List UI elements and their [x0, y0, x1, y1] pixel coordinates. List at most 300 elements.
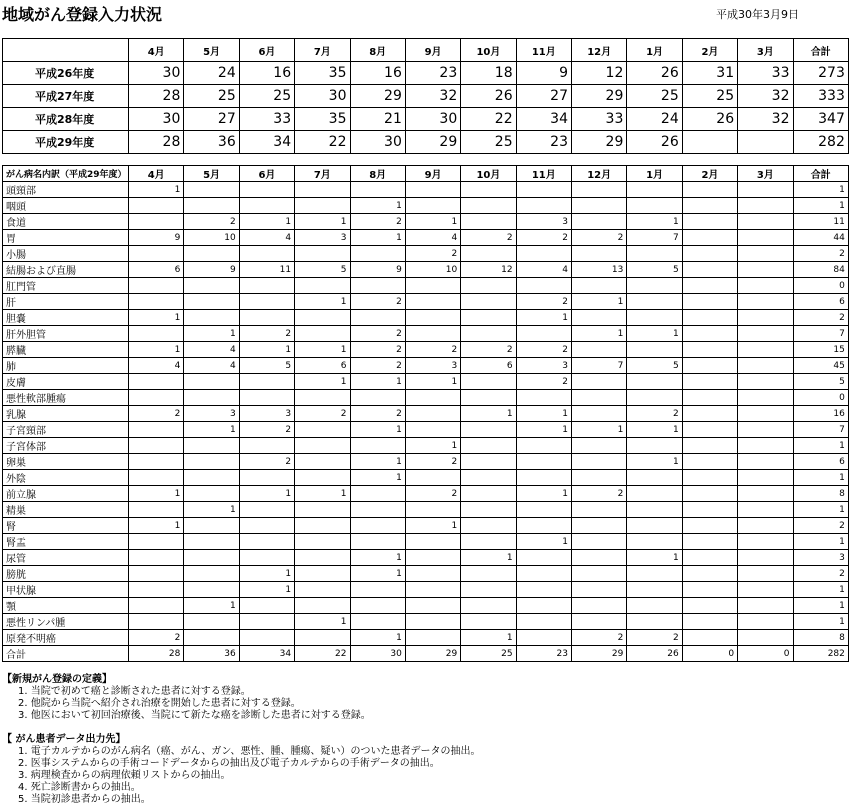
monthly-count: [129, 566, 184, 582]
monthly-count: [627, 470, 682, 486]
monthly-count: 30: [129, 108, 184, 131]
monthly-count: [572, 470, 627, 486]
monthly-count: 3: [239, 406, 294, 422]
cancer-type-label: 精巣: [3, 502, 129, 518]
monthly-count: [405, 198, 460, 214]
monthly-count: [350, 246, 405, 262]
monthly-count: 1: [461, 406, 516, 422]
monthly-count: [184, 614, 239, 630]
monthly-count: [627, 438, 682, 454]
monthly-count: 2: [461, 230, 516, 246]
cancer-type-label: 咽頭: [3, 198, 129, 214]
monthly-count: 6: [129, 262, 184, 278]
monthly-count: 28: [129, 646, 184, 662]
detail-header-row: [3, 166, 849, 182]
monthly-count: [572, 310, 627, 326]
monthly-count: 30: [350, 131, 405, 154]
monthly-count: [572, 390, 627, 406]
monthly-count: 1: [516, 422, 571, 438]
monthly-count: [572, 246, 627, 262]
yearly-summary-table: [2, 38, 849, 154]
monthly-count: [295, 582, 350, 598]
row-total: 6: [793, 294, 848, 310]
cancer-type-label: 乳腺: [3, 406, 129, 422]
monthly-count: 9: [129, 230, 184, 246]
monthly-count: [350, 614, 405, 630]
monthly-count: [129, 598, 184, 614]
monthly-count: 1: [350, 470, 405, 486]
monthly-count: [572, 342, 627, 358]
monthly-count: [295, 566, 350, 582]
monthly-count: 1: [184, 502, 239, 518]
monthly-count: [516, 246, 571, 262]
monthly-count: 2: [405, 246, 460, 262]
monthly-count: [461, 534, 516, 550]
monthly-count: 2: [350, 294, 405, 310]
monthly-count: 27: [184, 108, 239, 131]
monthly-count: 0: [738, 646, 793, 662]
monthly-count: [184, 182, 239, 198]
monthly-count: [516, 630, 571, 646]
monthly-count: [239, 278, 294, 294]
cancer-type-label: 腎: [3, 518, 129, 534]
monthly-count: [461, 614, 516, 630]
monthly-count: [184, 310, 239, 326]
monthly-count: [405, 598, 460, 614]
monthly-count: 1: [405, 214, 460, 230]
monthly-count: 2: [572, 230, 627, 246]
monthly-count: [682, 470, 737, 486]
monthly-count: [295, 182, 350, 198]
monthly-count: [461, 294, 516, 310]
monthly-count: [572, 438, 627, 454]
monthly-count: [461, 390, 516, 406]
monthly-count: [129, 374, 184, 390]
monthly-count: [239, 550, 294, 566]
monthly-count: 1: [239, 566, 294, 582]
notes-heading: 【新規がん登録の定義】: [2, 674, 112, 685]
row-total: 0: [793, 390, 848, 406]
monthly-count: 28: [129, 85, 184, 108]
monthly-count: [239, 598, 294, 614]
monthly-count: 5: [239, 358, 294, 374]
cancer-type-label: 結腸および直腸: [3, 262, 129, 278]
monthly-count: [738, 614, 793, 630]
monthly-count: [405, 550, 460, 566]
monthly-count: [295, 326, 350, 342]
monthly-count: [461, 374, 516, 390]
month-header: 7月: [295, 166, 350, 182]
month-header: 8月: [350, 166, 405, 182]
summary-row: [3, 131, 849, 154]
monthly-count: 2: [295, 406, 350, 422]
monthly-count: [184, 278, 239, 294]
monthly-count: [682, 534, 737, 550]
monthly-count: [350, 502, 405, 518]
month-header: 9月: [405, 166, 460, 182]
row-total: 6: [793, 454, 848, 470]
monthly-count: [516, 470, 571, 486]
month-header: 11月: [516, 39, 571, 62]
monthly-count: [350, 598, 405, 614]
cancer-type-label: 肝: [3, 294, 129, 310]
cancer-type-row: [3, 310, 849, 326]
monthly-count: [129, 454, 184, 470]
monthly-count: [738, 390, 793, 406]
monthly-count: [682, 422, 737, 438]
monthly-count: 1: [516, 534, 571, 550]
monthly-count: [461, 486, 516, 502]
monthly-count: [738, 454, 793, 470]
cancer-type-row: [3, 646, 849, 662]
monthly-count: [682, 502, 737, 518]
total-header: 合計: [793, 39, 848, 62]
month-header: 9月: [405, 39, 460, 62]
monthly-count: [738, 131, 793, 154]
monthly-count: 2: [129, 630, 184, 646]
monthly-count: 16: [350, 62, 405, 85]
month-header: 5月: [184, 166, 239, 182]
cancer-type-label: 小腸: [3, 246, 129, 262]
monthly-count: [572, 198, 627, 214]
monthly-count: [295, 246, 350, 262]
monthly-count: [184, 470, 239, 486]
monthly-count: [184, 582, 239, 598]
page-title: 地域がん登録入力状況: [2, 5, 163, 24]
monthly-count: [405, 502, 460, 518]
monthly-count: [682, 614, 737, 630]
monthly-count: 33: [572, 108, 627, 131]
monthly-count: [239, 502, 294, 518]
monthly-count: 2: [516, 374, 571, 390]
cancer-type-row: [3, 214, 849, 230]
monthly-count: 1: [627, 550, 682, 566]
monthly-count: 1: [350, 374, 405, 390]
monthly-count: [405, 406, 460, 422]
monthly-count: 35: [295, 108, 350, 131]
monthly-count: [129, 278, 184, 294]
monthly-count: 2: [350, 342, 405, 358]
monthly-count: 1: [129, 518, 184, 534]
monthly-count: [682, 246, 737, 262]
monthly-count: [682, 566, 737, 582]
summary-header-row: [3, 39, 849, 62]
monthly-count: [572, 582, 627, 598]
monthly-count: 1: [350, 630, 405, 646]
monthly-count: 18: [461, 62, 516, 85]
monthly-count: [516, 550, 571, 566]
cancer-type-label: 膵臓: [3, 342, 129, 358]
monthly-count: [461, 598, 516, 614]
cancer-type-label: 原発不明癌: [3, 630, 129, 646]
monthly-count: 23: [516, 131, 571, 154]
monthly-count: [129, 294, 184, 310]
cancer-type-row: [3, 582, 849, 598]
cancer-type-row: [3, 230, 849, 246]
monthly-count: [405, 310, 460, 326]
monthly-count: 25: [184, 85, 239, 108]
monthly-count: 1: [516, 310, 571, 326]
monthly-count: [239, 630, 294, 646]
monthly-count: [350, 486, 405, 502]
monthly-count: [129, 198, 184, 214]
monthly-count: 34: [239, 131, 294, 154]
monthly-count: [738, 518, 793, 534]
monthly-count: 25: [239, 85, 294, 108]
monthly-count: 3: [295, 230, 350, 246]
monthly-count: 4: [184, 342, 239, 358]
monthly-count: [682, 182, 737, 198]
monthly-count: 2: [461, 342, 516, 358]
row-total: 1: [793, 182, 848, 198]
monthly-count: [738, 566, 793, 582]
row-total: 84: [793, 262, 848, 278]
monthly-count: [627, 486, 682, 502]
monthly-count: [350, 582, 405, 598]
month-header: 5月: [184, 39, 239, 62]
monthly-count: 2: [405, 486, 460, 502]
monthly-count: [405, 182, 460, 198]
monthly-count: [129, 326, 184, 342]
cancer-type-label: 尿管: [3, 550, 129, 566]
monthly-count: [572, 502, 627, 518]
monthly-count: 7: [572, 358, 627, 374]
monthly-count: [350, 278, 405, 294]
monthly-count: [239, 294, 294, 310]
monthly-count: [572, 534, 627, 550]
monthly-count: 2: [350, 406, 405, 422]
monthly-count: [627, 614, 682, 630]
month-header: 7月: [295, 39, 350, 62]
monthly-count: 1: [350, 230, 405, 246]
cancer-type-label: 皮膚: [3, 374, 129, 390]
monthly-count: 1: [184, 326, 239, 342]
yearly-total: 347: [793, 108, 848, 131]
monthly-count: [405, 630, 460, 646]
monthly-count: [350, 390, 405, 406]
monthly-count: [184, 438, 239, 454]
monthly-count: 25: [682, 85, 737, 108]
monthly-count: 1: [239, 214, 294, 230]
monthly-count: [738, 374, 793, 390]
row-total: 282: [793, 646, 848, 662]
notes-item: 4. 死亡診断書からの抽出。: [18, 782, 141, 793]
row-total: 1: [793, 438, 848, 454]
monthly-count: [461, 246, 516, 262]
row-total: 1: [793, 534, 848, 550]
monthly-count: 5: [295, 262, 350, 278]
monthly-count: [461, 518, 516, 534]
data-source-notes: [2, 734, 481, 806]
monthly-count: 26: [627, 646, 682, 662]
monthly-count: [516, 454, 571, 470]
row-total: 15: [793, 342, 848, 358]
cancer-type-row: [3, 390, 849, 406]
monthly-count: [295, 502, 350, 518]
monthly-count: 21: [350, 108, 405, 131]
monthly-count: [738, 326, 793, 342]
row-total: 1: [793, 598, 848, 614]
monthly-count: 1: [295, 614, 350, 630]
monthly-count: [129, 390, 184, 406]
monthly-count: [738, 278, 793, 294]
monthly-count: [627, 390, 682, 406]
notes-item: 1. 当院で初めて癌と診断された患者に対する登録。: [18, 686, 251, 697]
monthly-count: [295, 278, 350, 294]
month-header: 2月: [682, 39, 737, 62]
monthly-count: 10: [405, 262, 460, 278]
cancer-type-label: 合計: [3, 646, 129, 662]
monthly-count: 11: [239, 262, 294, 278]
cancer-type-row: [3, 534, 849, 550]
monthly-count: [572, 454, 627, 470]
notes-item: 3. 病理検査からの病理依頼リストからの抽出。: [18, 770, 231, 781]
monthly-count: [682, 198, 737, 214]
monthly-count: [682, 358, 737, 374]
cancer-type-row: [3, 470, 849, 486]
row-total: 2: [793, 246, 848, 262]
monthly-count: [461, 470, 516, 486]
cancer-type-row: [3, 262, 849, 278]
monthly-count: 2: [627, 630, 682, 646]
monthly-count: [516, 518, 571, 534]
row-total: 1: [793, 502, 848, 518]
monthly-count: [682, 326, 737, 342]
monthly-count: [682, 550, 737, 566]
cancer-type-label: 外陰: [3, 470, 129, 486]
monthly-count: [405, 534, 460, 550]
monthly-count: 1: [572, 326, 627, 342]
monthly-count: 12: [461, 262, 516, 278]
monthly-count: [627, 374, 682, 390]
monthly-count: 1: [295, 294, 350, 310]
row-total: 11: [793, 214, 848, 230]
monthly-count: [738, 630, 793, 646]
monthly-count: [295, 534, 350, 550]
cancer-type-row: [3, 198, 849, 214]
monthly-count: 1: [295, 486, 350, 502]
monthly-count: [627, 534, 682, 550]
notes-item: 1. 電子カルテからのがん病名（癌、がん、ガン、悪性、腫、腫瘍、疑い）のついた患者データの抽出。: [18, 746, 481, 757]
monthly-count: 1: [516, 486, 571, 502]
monthly-count: [184, 566, 239, 582]
monthly-count: [350, 534, 405, 550]
monthly-count: [572, 518, 627, 534]
monthly-count: 33: [239, 108, 294, 131]
monthly-count: [184, 550, 239, 566]
monthly-count: [738, 486, 793, 502]
monthly-count: [738, 182, 793, 198]
monthly-count: [682, 131, 737, 154]
monthly-count: [682, 518, 737, 534]
monthly-count: [239, 390, 294, 406]
monthly-count: [682, 582, 737, 598]
monthly-count: 36: [184, 131, 239, 154]
cancer-type-label: 子宮体部: [3, 438, 129, 454]
row-total: 16: [793, 406, 848, 422]
cancer-type-label: 肛門管: [3, 278, 129, 294]
cancer-type-label: 前立腺: [3, 486, 129, 502]
monthly-count: 7: [627, 230, 682, 246]
cancer-type-label: 腎盂: [3, 534, 129, 550]
monthly-count: 29: [572, 131, 627, 154]
cancer-type-row: [3, 374, 849, 390]
monthly-count: [239, 246, 294, 262]
monthly-count: [682, 630, 737, 646]
monthly-count: 1: [627, 454, 682, 470]
monthly-count: 32: [738, 108, 793, 131]
monthly-count: 2: [572, 630, 627, 646]
monthly-count: [738, 470, 793, 486]
monthly-count: 1: [405, 374, 460, 390]
cancer-type-row: [3, 294, 849, 310]
monthly-count: [627, 278, 682, 294]
monthly-count: 16: [239, 62, 294, 85]
monthly-count: 1: [129, 182, 184, 198]
row-total: 2: [793, 518, 848, 534]
monthly-count: [682, 454, 737, 470]
monthly-count: [738, 230, 793, 246]
row-total: 1: [793, 582, 848, 598]
monthly-count: [129, 422, 184, 438]
monthly-count: [682, 598, 737, 614]
monthly-count: 28: [129, 131, 184, 154]
monthly-count: [738, 406, 793, 422]
monthly-count: [738, 582, 793, 598]
row-total: 8: [793, 486, 848, 502]
monthly-count: [627, 566, 682, 582]
monthly-count: 2: [516, 342, 571, 358]
cancer-type-label: 卵巣: [3, 454, 129, 470]
notes-item: 3. 他医において初回治療後、当院にて新たな癌を診断した患者に対する登録。: [18, 710, 371, 721]
monthly-count: 1: [129, 486, 184, 502]
monthly-count: [516, 198, 571, 214]
monthly-count: 6: [295, 358, 350, 374]
monthly-count: 31: [682, 62, 737, 85]
month-header: 10月: [461, 39, 516, 62]
monthly-count: [516, 502, 571, 518]
monthly-count: [295, 598, 350, 614]
cancer-type-row: [3, 358, 849, 374]
monthly-count: 26: [461, 85, 516, 108]
monthly-count: [516, 278, 571, 294]
monthly-count: 1: [627, 422, 682, 438]
monthly-count: [129, 214, 184, 230]
cancer-type-row: [3, 326, 849, 342]
monthly-count: [184, 486, 239, 502]
monthly-count: [461, 582, 516, 598]
monthly-count: 1: [184, 598, 239, 614]
monthly-count: 2: [350, 358, 405, 374]
monthly-count: [738, 422, 793, 438]
notes-heading: 【 がん患者データ出力先】: [2, 734, 126, 745]
monthly-count: [129, 470, 184, 486]
monthly-count: [461, 198, 516, 214]
monthly-count: [350, 438, 405, 454]
monthly-count: [738, 358, 793, 374]
monthly-count: [461, 454, 516, 470]
monthly-count: [350, 182, 405, 198]
monthly-count: 1: [295, 214, 350, 230]
row-total: 2: [793, 310, 848, 326]
monthly-count: 26: [627, 131, 682, 154]
monthly-count: 25: [461, 131, 516, 154]
monthly-count: 32: [405, 85, 460, 108]
cancer-type-row: [3, 438, 849, 454]
row-total: 3: [793, 550, 848, 566]
cancer-type-label: 甲状腺: [3, 582, 129, 598]
monthly-count: [572, 374, 627, 390]
